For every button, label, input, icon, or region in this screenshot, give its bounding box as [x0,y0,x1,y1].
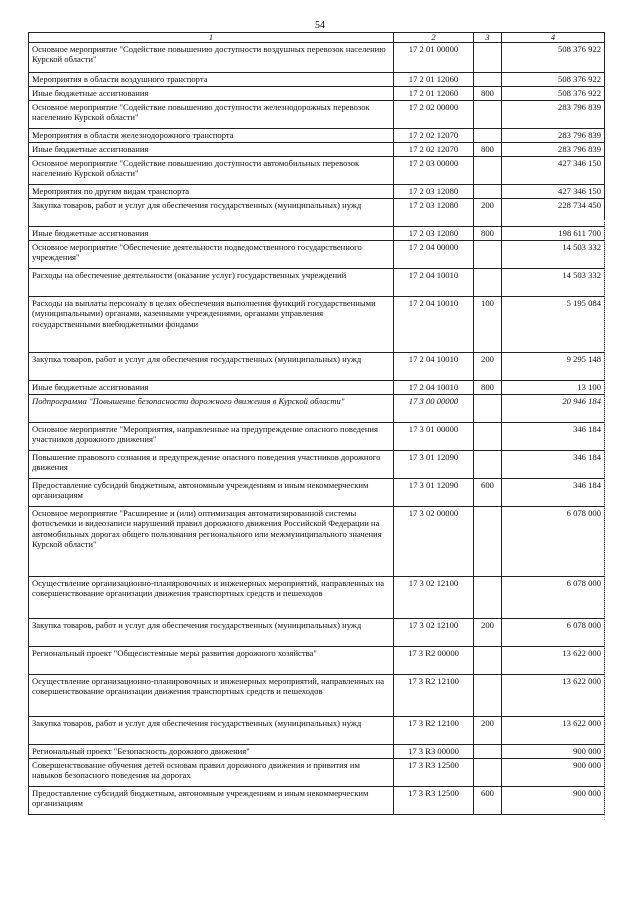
row-expense-type: 800 [474,227,502,241]
table-body [29,43,605,815]
row-amount: 13 622 000 [502,647,605,675]
row-code: 17 2 03 12080 [394,185,474,199]
row-amount: 228 734 450 [502,199,605,227]
row-expense-type [474,423,502,451]
row-expense-type: 200 [474,619,502,647]
row-name: Расходы на выплаты персоналу в целях обеспечения выполнения функций государственными (муниципальными) органами, казенными учреждениями, органами управления государственными внебюджетными фондами [29,297,394,353]
row-amount: 346 184 [502,451,605,479]
table-row [29,43,605,73]
table-row [29,759,605,787]
row-code: 17 2 04 10010 [394,381,474,395]
table-row [29,199,605,227]
table-row [29,395,605,423]
row-name: Совершенствование обучения детей основам правил дорожного движения и привития им навыков безопасного поведения на дорогах [29,759,394,787]
row-name: Закупка товаров, работ и услуг для обеспечения государственных (муниципальных) нужд [29,353,394,381]
row-expense-type [474,507,502,577]
row-amount: 427 346 150 [502,157,605,185]
row-amount: 283 796 839 [502,143,605,157]
row-expense-type [474,269,502,297]
row-name: Иные бюджетные ассигнования [29,381,394,395]
row-expense-type: 200 [474,199,502,227]
row-code: 17 3 R3 00000 [394,745,474,759]
row-amount: 5 195 084 [502,297,605,353]
table-row [29,577,605,619]
table-row [29,479,605,507]
row-expense-type [474,157,502,185]
row-expense-type [474,745,502,759]
row-code: 17 2 03 12080 [394,199,474,227]
row-expense-type [474,73,502,87]
row-name: Иные бюджетные ассигнования [29,143,394,157]
row-expense-type: 100 [474,297,502,353]
row-amount: 14 503 332 [502,269,605,297]
row-expense-type: 200 [474,717,502,745]
row-name: Основное мероприятие "Мероприятия, направленные на предупреждение опасного поведения участников дорожного движения" [29,423,394,451]
row-code: 17 2 03 00000 [394,157,474,185]
row-amount: 13 622 000 [502,717,605,745]
row-name: Мероприятия в области воздушного транспорта [29,73,394,87]
row-code: 17 2 02 12070 [394,143,474,157]
table-row [29,269,605,297]
row-code: 17 2 04 10010 [394,297,474,353]
row-code: 17 3 R2 00000 [394,647,474,675]
row-code: 17 3 R2 12100 [394,675,474,717]
row-name: Закупка товаров, работ и услуг для обеспечения государственных (муниципальных) нужд [29,717,394,745]
row-name: Мероприятия в области железнодорожного транспорта [29,129,394,143]
row-amount: 283 796 839 [502,129,605,143]
row-expense-type [474,759,502,787]
row-name: Основное мероприятие "Содействие повышению доступности автомобильных перевозок населению Курской области" [29,157,394,185]
row-amount: 427 346 150 [502,185,605,199]
row-name: Основное мероприятие "Содействие повышению доступности воздушных перевозок населению Курской области" [29,43,394,73]
table-row [29,87,605,101]
row-code: 17 3 R3 12500 [394,759,474,787]
row-code: 17 2 01 12060 [394,73,474,87]
table-row [29,101,605,129]
row-expense-type: 800 [474,381,502,395]
row-code: 17 2 03 12080 [394,227,474,241]
row-name: Основное мероприятие "Содействие повышению доступности железнодорожных перевозок населению Курской области" [29,101,394,129]
row-amount: 13 622 000 [502,675,605,717]
row-name: Закупка товаров, работ и услуг для обеспечения государственных (муниципальных) нужд [29,199,394,227]
table-row [29,129,605,143]
table-row [29,143,605,157]
row-name: Иные бюджетные ассигнования [29,87,394,101]
row-expense-type [474,101,502,129]
row-amount: 6 078 000 [502,577,605,619]
row-code: 17 3 R3 12500 [394,787,474,815]
column-number: 2 [394,33,474,43]
row-amount: 900 000 [502,759,605,787]
row-code: 17 3 02 12100 [394,577,474,619]
table-row [29,381,605,395]
table-row [29,423,605,451]
row-expense-type [474,675,502,717]
table-row [29,745,605,759]
row-amount: 508 376 922 [502,87,605,101]
row-amount: 346 184 [502,479,605,507]
row-code: 17 3 01 00000 [394,423,474,451]
table-row [29,717,605,745]
table-row [29,787,605,815]
row-name: Иные бюджетные ассигнования [29,227,394,241]
row-name: Региональный проект "Безопасность дорожного движения" [29,745,394,759]
row-amount: 283 796 839 [502,101,605,129]
row-name: Закупка товаров, работ и услуг для обеспечения государственных (муниципальных) нужд [29,619,394,647]
row-amount: 6 078 000 [502,507,605,577]
row-amount: 13 100 [502,381,605,395]
table-row [29,157,605,185]
row-expense-type: 200 [474,353,502,381]
column-number: 3 [474,33,502,43]
row-name: Основное мероприятие "Расширение и (или) оптимизация автоматизированной системы фотосъемки и видеозаписи нарушений правил дорожного движения Российской Федерации на автомобильных дорогах общего пользования регионального или межмуниципального значения Курской области" [29,507,394,577]
row-expense-type [474,43,502,73]
row-expense-type [474,241,502,269]
row-amount: 20 946 184 [502,395,605,423]
row-amount: 900 000 [502,787,605,815]
row-code: 17 2 02 12070 [394,129,474,143]
row-amount: 508 376 922 [502,73,605,87]
budget-table [28,32,605,815]
table-row [29,227,605,241]
row-amount: 9 295 148 [502,353,605,381]
row-amount: 14 503 332 [502,241,605,269]
table-row [29,297,605,353]
row-code: 17 3 01 12090 [394,479,474,507]
row-code: 17 3 02 00000 [394,507,474,577]
row-name: Подпрограмма "Повышение безопасности дорожного движения в Курской области" [29,395,394,423]
column-number: 4 [502,33,605,43]
row-code: 17 3 00 00000 [394,395,474,423]
row-code: 17 2 04 10010 [394,353,474,381]
row-amount: 346 184 [502,423,605,451]
row-code: 17 2 04 00000 [394,241,474,269]
row-code: 17 2 01 00000 [394,43,474,73]
row-code: 17 3 01 12090 [394,451,474,479]
row-name: Осуществление организационно-планировочных и инженерных мероприятий, направленных на совершенствование организации движения транспортных средств и пешеходов [29,675,394,717]
table-row [29,451,605,479]
row-expense-type [474,577,502,619]
table-row [29,353,605,381]
row-expense-type: 800 [474,143,502,157]
row-name: Региональный проект "Общесистемные меры развития дорожного хозяйства" [29,647,394,675]
row-expense-type [474,129,502,143]
table-row [29,507,605,577]
row-code: 17 2 01 12060 [394,87,474,101]
row-code: 17 3 R2 12100 [394,717,474,745]
row-expense-type [474,395,502,423]
row-amount: 900 000 [502,745,605,759]
column-number-row [29,33,605,43]
row-expense-type: 600 [474,479,502,507]
table-row [29,241,605,269]
table-row [29,185,605,199]
row-name: Осуществление организационно-планировочных и инженерных мероприятий, направленных на совершенствование организации движения транспортных средств и пешеходов [29,577,394,619]
row-amount: 6 078 000 [502,619,605,647]
row-amount: 198 611 700 [502,227,605,241]
table-row [29,73,605,87]
row-code: 17 3 02 12100 [394,619,474,647]
row-name: Повышение правового сознания и предупреждение опасного поведения участников дорожного движения [29,451,394,479]
row-name: Расходы на обеспечение деятельности (оказание услуг) государственных учреждений [29,269,394,297]
page-number: 54 [315,20,325,31]
row-expense-type: 600 [474,787,502,815]
table-row [29,675,605,717]
row-expense-type [474,647,502,675]
row-amount: 508 376 922 [502,43,605,73]
table-row [29,619,605,647]
row-code: 17 2 04 10010 [394,269,474,297]
row-name: Предоставление субсидий бюджетным, автономным учреждениям и иным некоммерческим организациям [29,787,394,815]
row-expense-type [474,451,502,479]
column-number: 1 [29,33,394,43]
row-code: 17 2 02 00000 [394,101,474,129]
table-row [29,647,605,675]
row-name: Предоставление субсидий бюджетным, автономным учреждениям и иным некоммерческим организациям [29,479,394,507]
scan-margin-mark [604,220,606,820]
row-name: Мероприятия по другим видам транспорта [29,185,394,199]
row-name: Основное мероприятие "Обеспечение деятельности подведомственного государственного учреждения" [29,241,394,269]
row-expense-type: 800 [474,87,502,101]
row-expense-type [474,185,502,199]
